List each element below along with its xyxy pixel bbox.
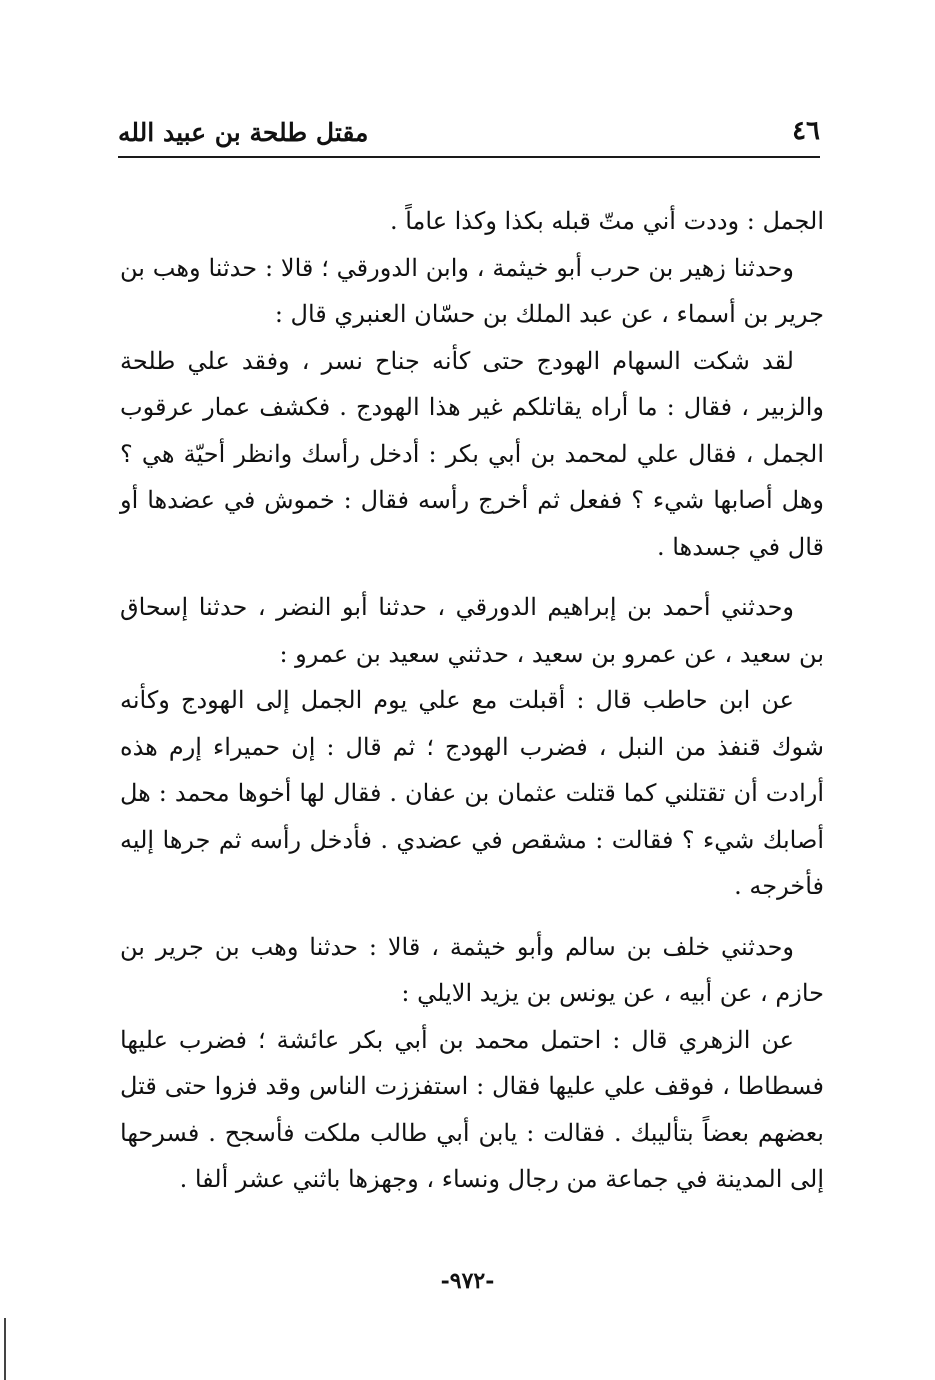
page-header bbox=[118, 108, 820, 156]
running-title: مقتل طلحة بن عبيد الله bbox=[118, 118, 369, 147]
header-page-number: ٤٦ bbox=[792, 116, 820, 146]
paragraph-2: وحدثنا زهير بن حرب أبو خيثمة ، وابن الدورقي ؛ قالا : حدثنا وهب بن جرير بن أسماء ، عن عبد الملك بن حسّان العنبري قال : bbox=[120, 253, 824, 328]
footer-page-number: -٩٧٢- bbox=[440, 1268, 495, 1294]
paragraph-4: وحدثني أحمد بن إبراهيم الدورقي ، حدثنا أبو النضر ، حدثنا إسحاق بن سعيد ، عن عمرو بن سعيد ، حدثني سعيد بن عمرو : bbox=[120, 593, 824, 668]
paragraph-6: وحدثني خلف بن سالم وأبو خيثمة ، قالا : حدثنا وهب بن جرير بن حازم ، عن أبيه ، عن يونس بن يزيد الايلي : bbox=[120, 932, 824, 1007]
paragraph-3: لقد شكت السهام الهودج حتى كأنه جناح نسر ، وفقد علي طلحة والزبير ، فقال : ما أراه يقاتلكم غير هذا الهودج . فكشف عمار عرقوب الجمل ، فقال علي لمحمد بن أبي بكر : أدخل رأسك وانظر أحيّة هي ؟ وهل أصابها شيء ؟ ففعل ثم أخرج رأسه فقال : خموش في عضدها أو قال في جسدها . bbox=[120, 346, 824, 561]
paragraph-1: الجمل : وددت أني متّ قبله بكذا وكذا عاماً . bbox=[389, 207, 824, 235]
scan-edge-mark bbox=[4, 1318, 6, 1380]
body-text bbox=[120, 198, 824, 1203]
header-rule bbox=[118, 156, 820, 158]
paragraph-5: عن ابن حاطب قال : أقبلت مع علي يوم الجمل إلى الهودج وكأنه شوك قنفذ من النبل ، فضرب الهودج ؛ ثم قال : إن حميراء إرم هذه أرادت أن تقتلني كما قتلت عثمان بن عفان . فقال لها أخوها محمد : هل أصابك شيء ؟ فقالت : مشقص في عضدي . فأدخل رأسه ثم جرها إليه فأخرجه . bbox=[120, 686, 824, 900]
paragraph-7: عن الزهري قال : احتمل محمد بن أبي بكر عائشة ؛ فضرب عليها فسطاطا ، فوقف علي عليها فقال : استفززت الناس وقد فزوا حتى قتل بعضهم بعضاً بتأليبك . فقالت : يابن أبي طالب ملكت فأسجح . فسرحها إلى المدينة في جماعة من رجال ونساء ، وجهزها باثني عشر ألفا . bbox=[120, 1025, 824, 1193]
